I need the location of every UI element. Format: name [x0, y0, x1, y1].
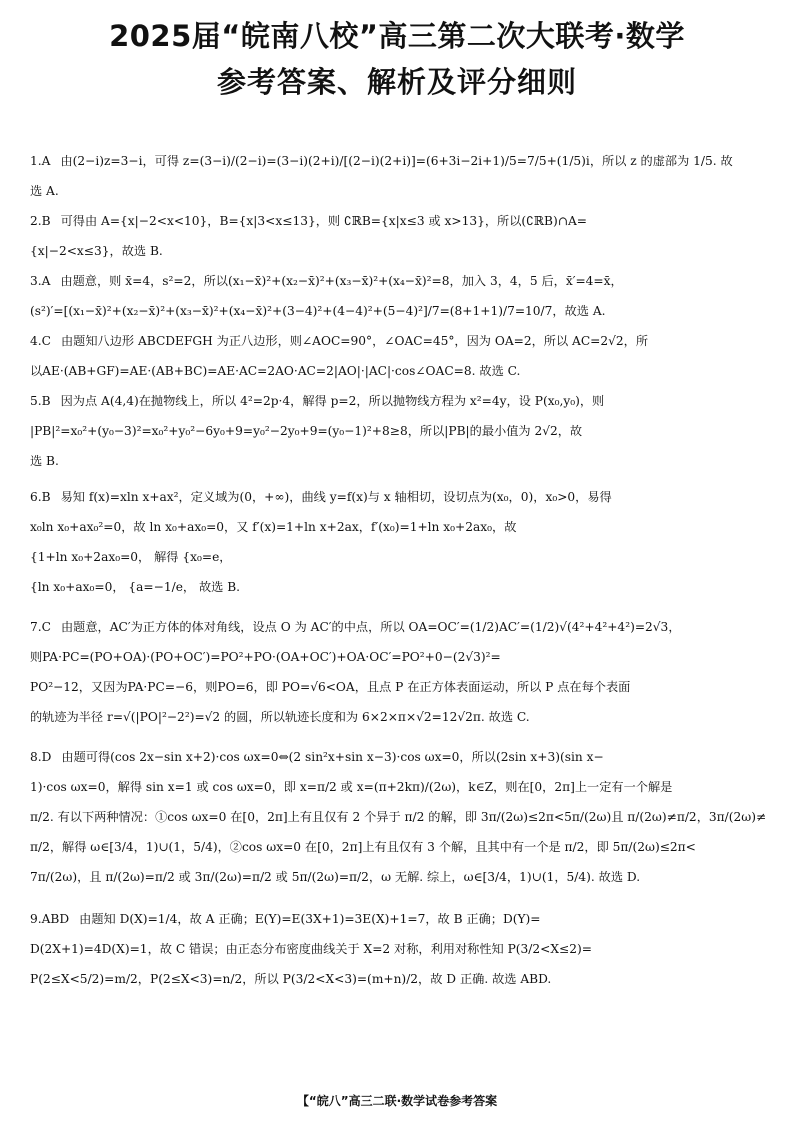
answer-text: {ln x₀+ax₀=0， {a=−1/e， 故选 B.: [30, 580, 241, 594]
answer-label: 3.A: [30, 274, 51, 288]
answer-text: 由题可得(cos 2x−sin x+2)·cos ωx=0⇔(2 sin²x+sin x−3)·cos ωx=0，所以(2sin x+3)(sin x−: [61, 750, 604, 764]
answer-text: {1+ln x₀+2ax₀=0， 解得 {x₀=e，: [30, 550, 232, 564]
answer-text: 则PA·PC=(PO+OA)·(PO+OC′)=PO²+PO·(OA+OC′)+OA·OC′=PO²+0−(2√3)²=: [30, 650, 501, 664]
answer-label: 8.D: [30, 750, 52, 764]
answer-text: 因为点 A(4,4)在抛物线上，所以 4²=2p·4，解得 p=2，所以抛物线方程为 x²=4y，设 P(x₀,y₀)，则: [60, 394, 605, 408]
answer-item-7: [30, 612, 772, 732]
answer-item-6: [30, 482, 772, 602]
answer-label: 7.C: [30, 620, 51, 634]
answer-text: D(2X+1)=4D(X)=1，故 C 错误；由正态分布密度曲线关于 X=2 对称，利用对称性知 P(3/2<X≤2)=: [30, 942, 592, 956]
answer-item-2: [30, 206, 772, 266]
answer-item-8: [30, 742, 772, 892]
answer-text: π/2. 有以下两种情况：①cos ωx=0 在[0，2π]上有且仅有 2 个异于 π/2 的解，即 3π/(2ω)≤2π<5π/(2ω)且 π/(2ω)≠π/2，3π/(2ω)≠: [30, 810, 767, 824]
answer-label: 6.B: [30, 490, 51, 504]
answer-text: PO²−12，又因为PA·PC=−6，则PO=6，即 PO=√6<OA，且点 P 在正方体表面运动，所以 P 点在每个表面: [30, 680, 631, 694]
answer-label: 1.A: [30, 154, 51, 168]
page-subtitle: 参考答案、解析及评分细则: [216, 65, 577, 99]
answer-text: 7π/(2ω)，且 π/(2ω)=π/2 或 3π/(2ω)=π/2 或 5π/(2ω)=π/2，ω 无解. 综上，ω∈[3/4，1)∪(1，5/4). 故选 D.: [30, 870, 641, 884]
answer-label: 9.ABD: [30, 912, 70, 926]
answer-text: (s²)′=[(x₁−x̄)²+(x₂−x̄)²+(x₃−x̄)²+(x₄−x̄)²+(3−4)²+(4−4)²+(5−4)²]/7=(8+1+1)/7=10/7，故选 A.: [30, 304, 606, 318]
answer-text: |PB|²=x₀²+(y₀−3)²=x₀²+y₀²−6y₀+9=y₀²−2y₀+9=(y₀−1)²+8≥8，所以|PB|的最小值为 2√2，故: [30, 424, 583, 438]
answer-text: 由题知 D(X)=1/4，故 A 正确；E(Y)=E(3X+1)=3E(X)+1=7，故 B 正确；D(Y)=: [79, 912, 541, 926]
answer-text: π/2，解得 ω∈[3/4，1)∪(1，5/4)，②cos ωx=0 在[0，2π]上有且仅有 3 个解，且其中有一个是 π/2，即 5π/(2ω)≤2π<: [30, 840, 696, 854]
answer-text: {x|−2<x≤3}，故选 B.: [30, 244, 163, 258]
answer-label: 2.B: [30, 214, 51, 228]
answer-item-1: [30, 146, 772, 206]
page-footer: 【“皖八”高三二联·数学试卷参考答案: [296, 1094, 498, 1108]
answer-text: 易知 f(x)=xln x+ax²，定义域为(0，+∞)，曲线 y=f(x)与 x 轴相切，设切点为(x₀，0)，x₀>0，易得: [60, 490, 612, 504]
answer-label: 5.B: [30, 394, 51, 408]
answers-body: [30, 146, 772, 994]
page-title: 2025届“皖南八校”高三第二次大联考·数学: [109, 19, 685, 53]
answer-text: 由题意，则 x̄=4，s²=2，所以(x₁−x̄)²+(x₂−x̄)²+(x₃−x̄)²+(x₄−x̄)²=8，加入 3，4，5 后，x̄′=4=x̄，: [60, 274, 623, 288]
answer-text: 以AE·(AB+GF)=AE·(AB+BC)=AE·AC=2AO·AC=2|AO|·|AC|·cos∠OAC=8. 故选 C.: [30, 364, 521, 378]
answer-item-3: [30, 266, 772, 326]
answer-text: 选 A.: [30, 184, 59, 198]
answer-label: 4.C: [30, 334, 51, 348]
answer-text: 由题知八边形 ABCDEFGH 为正八边形，则∠AOC=90°，∠OAC=45°，因为 OA=2，所以 AC=2√2，所: [60, 334, 649, 348]
answer-item-4: [30, 326, 772, 386]
answer-text: 1)·cos ωx=0，解得 sin x=1 或 cos ωx=0，即 x=π/2 或 x=(π+2kπ)/(2ω)，k∈Z，则在[0，2π]上一定有一个解是: [30, 780, 673, 794]
answer-text: 由题意，AC′为正方体的体对角线，设点 O 为 AC′的中点，所以 OA=OC′=(1/2)AC′=(1/2)√(4²+4²+4²)=2√3，: [60, 620, 681, 634]
answer-text: 由(2−i)z=3−i，可得 z=(3−i)/(2−i)=(3−i)(2+i)/[(2−i)(2+i)]=(6+3i−2i+1)/5=7/5+(1/5)i，所以 z 的虚部为 1/5. 故: [60, 154, 733, 168]
answer-text: x₀ln x₀+ax₀²=0，故 ln x₀+ax₀=0，又 f′(x)=1+ln x+2ax，f′(x₀)=1+ln x₀+2ax₀，故: [30, 520, 517, 534]
answer-text: 选 B.: [30, 454, 59, 468]
answer-item-9: [30, 904, 772, 994]
answer-text: 可得由 A={x|−2<x<10}，B={x|3<x≤13}，则 ∁ℝB={x|x≤3 或 x>13}，所以(∁ℝB)∩A=: [60, 214, 587, 228]
answer-item-5: [30, 386, 772, 476]
answer-text: 的轨迹为半径 r=√(|PO|²−2²)=√2 的圆，所以轨迹长度和为 6×2×π×√2=12√2π. 故选 C.: [30, 710, 530, 724]
answer-text: P(2≤X<5/2)=m/2，P(2≤X<3)=n/2，所以 P(3/2<X<3)=(m+n)/2，故 D 正确. 故选 ABD.: [30, 972, 552, 986]
